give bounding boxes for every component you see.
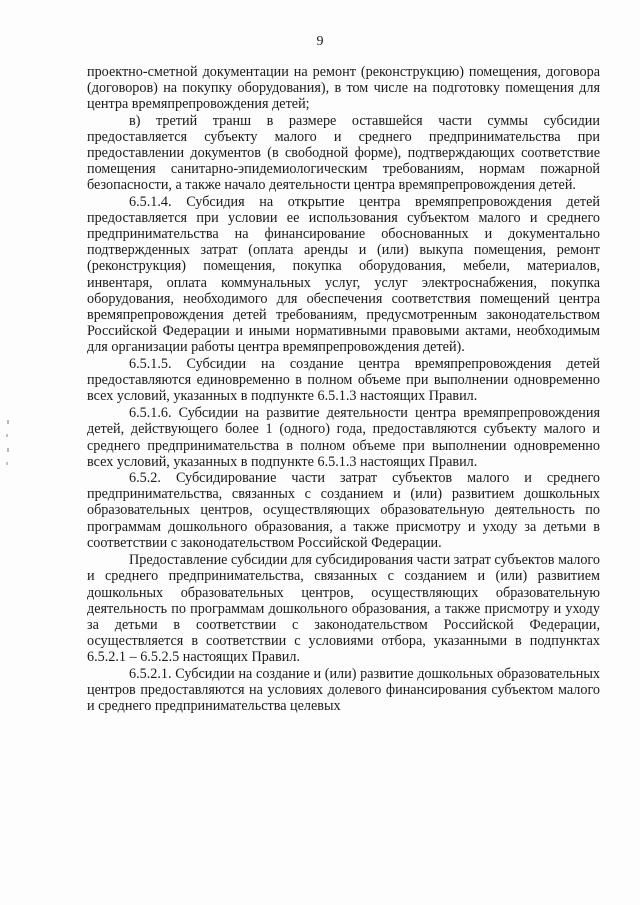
paragraph-third-tranche: в) третий транш в размере оставшейся части суммы субсидии предоставляется субъекту малого и среднего предпринимательства при предоставлении документов (в свободной форме), подтверждающих соответствие помещения санитарно-эпидемиологическим требованиям, нормам пожарной безопасности, а также начало деятельности центра времяпрепровождения детей.: [87, 112, 600, 194]
document-body: [87, 64, 600, 714]
paragraph-6-5-1-6: 6.5.1.6. Субсидии на развитие деятельности центра времяпрепровождения детей, действующего более 1 (одного) года, предоставляются субъекту малого и среднего предпринимательства в полном объеме при выполнении одновременно всех условий, указанных в подпункте 6.5.1.3 настоящих Правил.: [87, 405, 600, 470]
paragraph-6-5-1-4: 6.5.1.4. Субсидия на открытие центра времяпрепровождения детей предоставляется при условии ее использования субъектом малого и среднего предпринимательства на финансирование обоснованных и документально подтвержденных затрат (оплата аренды и (или) выкупа помещения, ремонт (реконструкция) помещения, покупка оборудования, мебели, материалов, инвентаря, оплата коммунальных услуг, услуг электроснабжения, покупка оборудования, необходимого для обеспечения соответствия помещений центра времяпрепровождения детей требованиям, предусмотренным законодательством Российской Федерации и иными нормативными правовыми актами, необходимым для организации работы центра времяпрепровождения детей).: [87, 193, 600, 356]
paragraph-6-5-2-1: 6.5.2.1. Субсидии на создание и (или) развитие дошкольных образовательных центров предоставляются на условиях долевого финансирования субъектом малого и среднего предпринимательства целевых: [87, 665, 600, 714]
scan-margin-marks: [4, 418, 12, 478]
paragraph-6-5-1-5: 6.5.1.5. Субсидии на создание центра времяпрепровождения детей предоставляются единовременно в полном объеме при выполнении одновременно всех условий, указанных в подпункте 6.5.1.3 настоящих Правил.: [87, 355, 600, 405]
paragraph-provision: Предоставление субсидии для субсидирования части затрат субъектов малого и среднего предпринимательства, связанных с созданием и (или) развитием дошкольных образовательных центров, осуществляющих образовательную деятельность по программам дошкольного образования, а также присмотру и уходу за детьми в соответствии с законодательством Российской Федерации, осуществляется в соответствии с условиями отбора, указанными в подпунктах 6.5.2.1 – 6.5.2.5 настоящих Правил.: [87, 552, 600, 666]
paragraph-continuation: проектно-сметной документации на ремонт (реконструкцию) помещения, договора (договоров) на покупку оборудования), в том числе на подготовку помещения для центра времяпрепровождения детей;: [87, 64, 600, 113]
page-number: 9: [316, 34, 324, 49]
paragraph-6-5-2: 6.5.2. Субсидирование части затрат субъектов малого и среднего предпринимательства, связанных с созданием и (или) развитием дошкольных образовательных центров, осуществляющих образовательную деятельность по программам дошкольного образования, а также присмотру и уходу за детьми в соответствии с законодательством Российской Федерации.: [87, 470, 600, 551]
